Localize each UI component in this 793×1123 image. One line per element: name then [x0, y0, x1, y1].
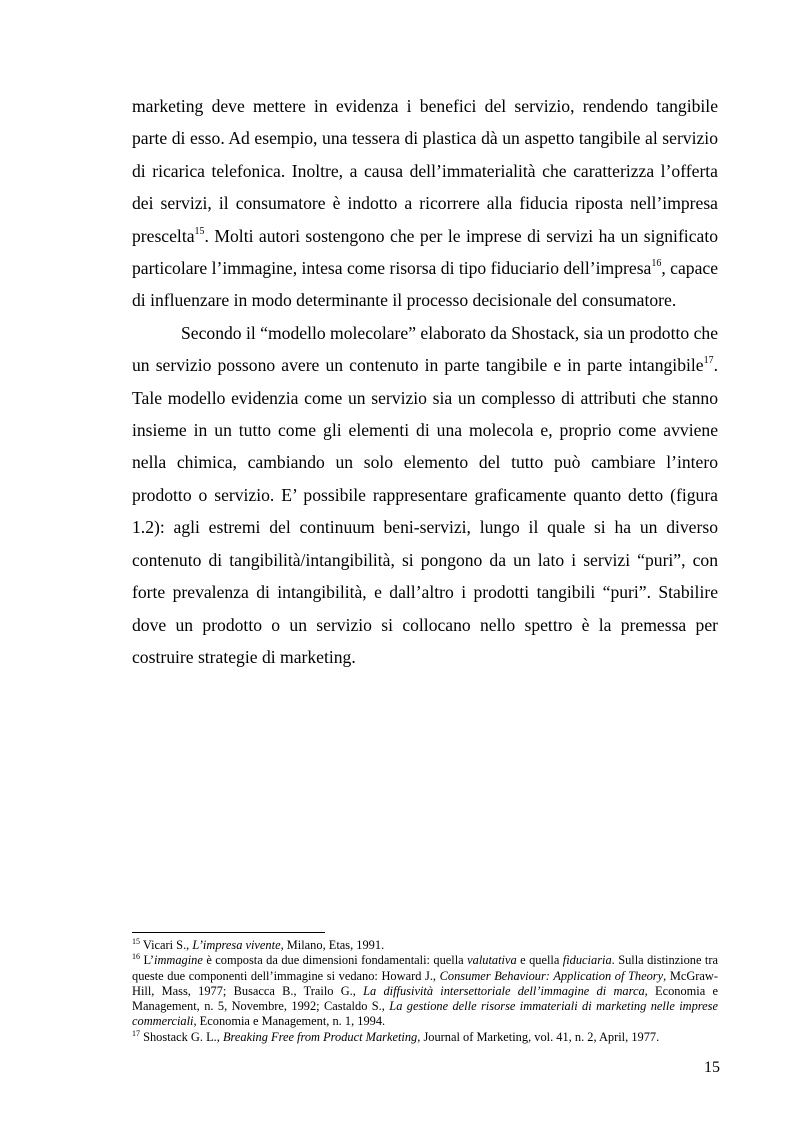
text-run: , Economia e Management, n. 1, 1994.	[193, 1014, 386, 1029]
footnote-ref: 17	[132, 1028, 140, 1038]
footnote-ref: 16	[132, 952, 140, 962]
paragraph	[132, 317, 718, 673]
footnote	[132, 1030, 718, 1045]
text-run: . Sulla distinzione tra queste due componenti dell’immagine si vedano: Howard J.,	[132, 953, 718, 983]
footnote-ref: 15	[194, 225, 205, 237]
page-number: 15	[704, 1059, 720, 1076]
footnote-ref: 17	[703, 355, 714, 367]
text-run: . Tale modello evidenzia come un servizio sia un complesso di attributi che stanno insieme in un tutto come gli elementi di una molecola e, proprio come avviene nella chimica, cambiando un solo elemento del tutto può cambiare l’intero prodotto o servizio. E’ possibile rappresentare graficamente quanto detto (figura 1.2): agli estremi del continuum beni-servizi, lungo il quale si ha un diverso contenuto di tangibilità/intangibilità, si pongono da un lato i servizi “puri”, con forte prevalenza di intangibilità, e dall’altro i prodotti tangibili “puri”. Stabilire dove un prodotto o un servizio si collocano nello spettro è la premessa per costruire strategie di marketing.	[132, 355, 718, 667]
body-text	[132, 90, 718, 673]
footnote	[132, 953, 718, 1029]
text-run: e quella	[516, 953, 563, 968]
footnotes	[132, 938, 718, 1045]
text-run: L’	[140, 953, 154, 968]
footnote	[132, 938, 718, 953]
text-run: marketing deve mettere in evidenza i benefici del servizio, rendendo tangibile parte di esso. Ad esempio, una tessera di plastica dà un aspetto tangibile al servizio di ricarica telefonica. Inoltre, a causa dell’immaterialità che caratterizza l’offerta dei servizi, il consumatore è indotto a ricorrere alla fiducia riposta nell’impresa prescelta	[132, 96, 718, 246]
italic-text: Breaking Free from Product Marketing	[222, 1029, 418, 1044]
text-run: , capace di influenzare in modo determinante il processo decisionale del consumatore.	[132, 258, 719, 311]
text-run: Vicari S.,	[140, 938, 193, 952]
italic-text: L’impresa vivente	[192, 938, 281, 952]
text-run: , Milano, Etas, 1991.	[280, 938, 385, 952]
text-run: . Molti autori sostengono che per le imprese di servizi ha un significato particolare l’immagine, intesa come risorsa di tipo fiduciario dell’impresa	[132, 225, 718, 279]
footnote-ref: 16	[651, 258, 662, 270]
paragraph	[132, 90, 718, 317]
text-run: Secondo il “modello molecolare” elaborato da Shostack, sia un prodotto che un servizio possono avere un contenuto in parte tangibile e in parte intangibile	[132, 322, 718, 376]
italic-text: La diffusività intersettoriale dell’immagine di marca	[363, 983, 645, 998]
text-run: , McGraw-Hill, Mass, 1977; Busacca B., Trailo G.,	[132, 968, 719, 998]
italic-text: valutativa	[467, 953, 517, 968]
italic-text: Consumer Behaviour: Application of Theory	[439, 968, 664, 983]
text-run: è composta da due dimensioni fondamentali: quella	[202, 953, 468, 968]
text-run: , Journal of Marketing, vol. 41, n. 2, April, 1977.	[417, 1029, 660, 1044]
footnote-separator	[132, 932, 325, 933]
italic-text: La gestione delle risorse immateriali di marketing nelle imprese commerciali	[132, 999, 718, 1029]
footnote-ref: 15	[132, 936, 140, 946]
text-run: Shostack G. L.,	[140, 1029, 223, 1044]
text-run: , Economia e Management, n. 5, Novembre, 1992; Castaldo S.,	[132, 983, 718, 1014]
italic-text: fiduciaria	[562, 953, 612, 968]
italic-text: immagine	[154, 953, 203, 968]
